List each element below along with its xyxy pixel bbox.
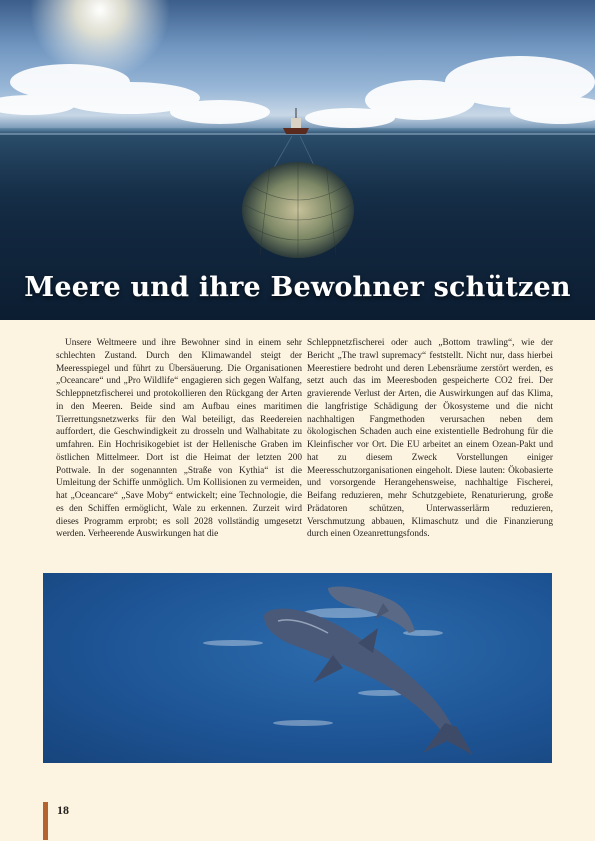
adult-whale	[264, 609, 473, 755]
hero-image	[0, 0, 595, 320]
whale-photo	[43, 573, 552, 763]
page-title: Meere und ihre Bewohner schützen	[24, 272, 571, 303]
clouds	[0, 56, 595, 128]
page-accent-bar	[43, 802, 48, 840]
article-column-left: Unsere Weltmeere und ihre Bewohner sind in einem sehr schlechten Zustand. Durch den Klimawandel steigt der Meeresspiegel und führt zu Übersäuerung. Die Organisationen „Oceancare“ und „Pro Wildlife“ engagieren sich gegen Walfang, Schleppnetzfischerei und protokollieren den Rückgang der Arten in den Meeren. Beide sind am Aufbau eines maritimen Tierrettungsnetzwerks für den Wal beteiligt, das Reedereien auffordert, die Geschwindigkeit zu drosseln und Walhabitate zu umfahren. Ein Hochrisikogebiet ist der Hellenische Graben im östlichen Mittelmeer. Dort ist die Heimat der letzten 200 Pottwale. In der sogenannten „Straße von Kythia“ ist die Umleitung der Schiffe unmöglich. Um Kollisionen zu vermeiden, hat „Oceancare“ „Save Moby“ entwickelt; eine Technologie, die es den Schiffen ermöglicht, Wale zu erkennen. Zurzeit wird dieses Programm erprobt; es soll 2028 vollständig umgesetzt werden. Verheerende Auswirkungen hat die	[56, 338, 302, 540]
article-column-right: Schleppnetzfischerei oder auch „Bottom trawling“, wie der Bericht „The trawl supremacy“ feststellt. Nicht nur, dass hierbei Meerestiere bedroht und deren Lebensräume zerstört werden, es setzt auch das im Meeresboden gespeicherte CO2 frei. Der gravierende Verlust der Arten, die Auswirkungen auf das Klima, die langfristige Schädigung der Ökosysteme und die nicht nachhaltigen Fangmethoden verursachen neben dem ökologischen Schaden auch eine existentielle Bedrohung für die Kleinfischer vor Ort. Die EU arbeitet an einem Ozean-Pakt und hat zu diesem Zweck Vorstellungen einiger Meeresschutzorganisationen eingeholt. Diese lauten: Ökobasierte und vorsorgende Herangehensweise, nachhaltige Fischerei, Beifang reduzieren, mehr Schutzgebiete, Renaturierung, große Prädatoren schützen, Unterwasserlärm reduzieren, Verschmutzung abbauen, Klimaschutz und die Finanzierung durch einen Ozeanrettungsfonds.	[307, 338, 553, 540]
page-number: 18	[57, 803, 69, 817]
fishing-net	[242, 162, 354, 258]
trawler-boat	[283, 108, 309, 134]
whale-illustration	[43, 573, 552, 763]
